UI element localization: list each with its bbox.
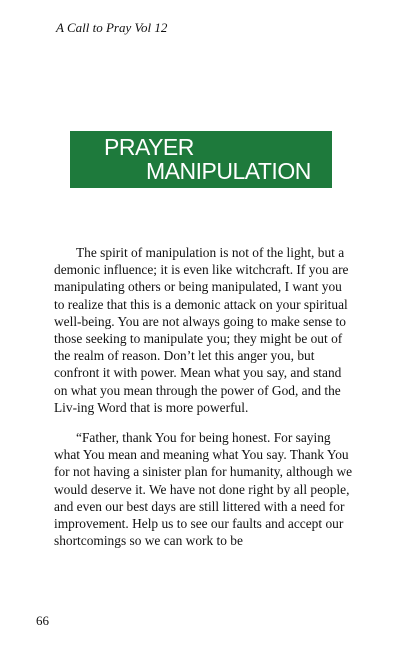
chapter-title-banner [70,131,332,188]
paragraph-1: The spirit of manipulation is not of the light, but a demonic influence; it is even like witchcraft. If you are manipulating others or being manipulated, I want you to realize that this is a demonic attack on your spiritual well-being. You are not always going to make sense to those seeking to manipulate you; they might be out of the realm of reason. Don’t let this anger you, but confront it with power. Mean what you say, and stand on what you mean through the power of God, and the Liv-ing Word that is more powerful. [54,245,349,415]
running-header: A Call to Pray Vol 12 [56,20,168,35]
page-number: 66 [36,613,49,628]
chapter-title-line-1: PRAYER [104,134,194,160]
body-text [54,244,354,549]
chapter-title-line-2: MANIPULATION [146,158,311,184]
paragraph-2: “Father, thank You for being honest. For saying what You mean and meaning what You say. Thank You for not having a sinister plan for humanity, although we would deserve it. We have not done right by all people, and even our best days are still littered with a need for improvement. Help us to see our faults and accept our shortcomings so we can work to be [54,430,353,549]
